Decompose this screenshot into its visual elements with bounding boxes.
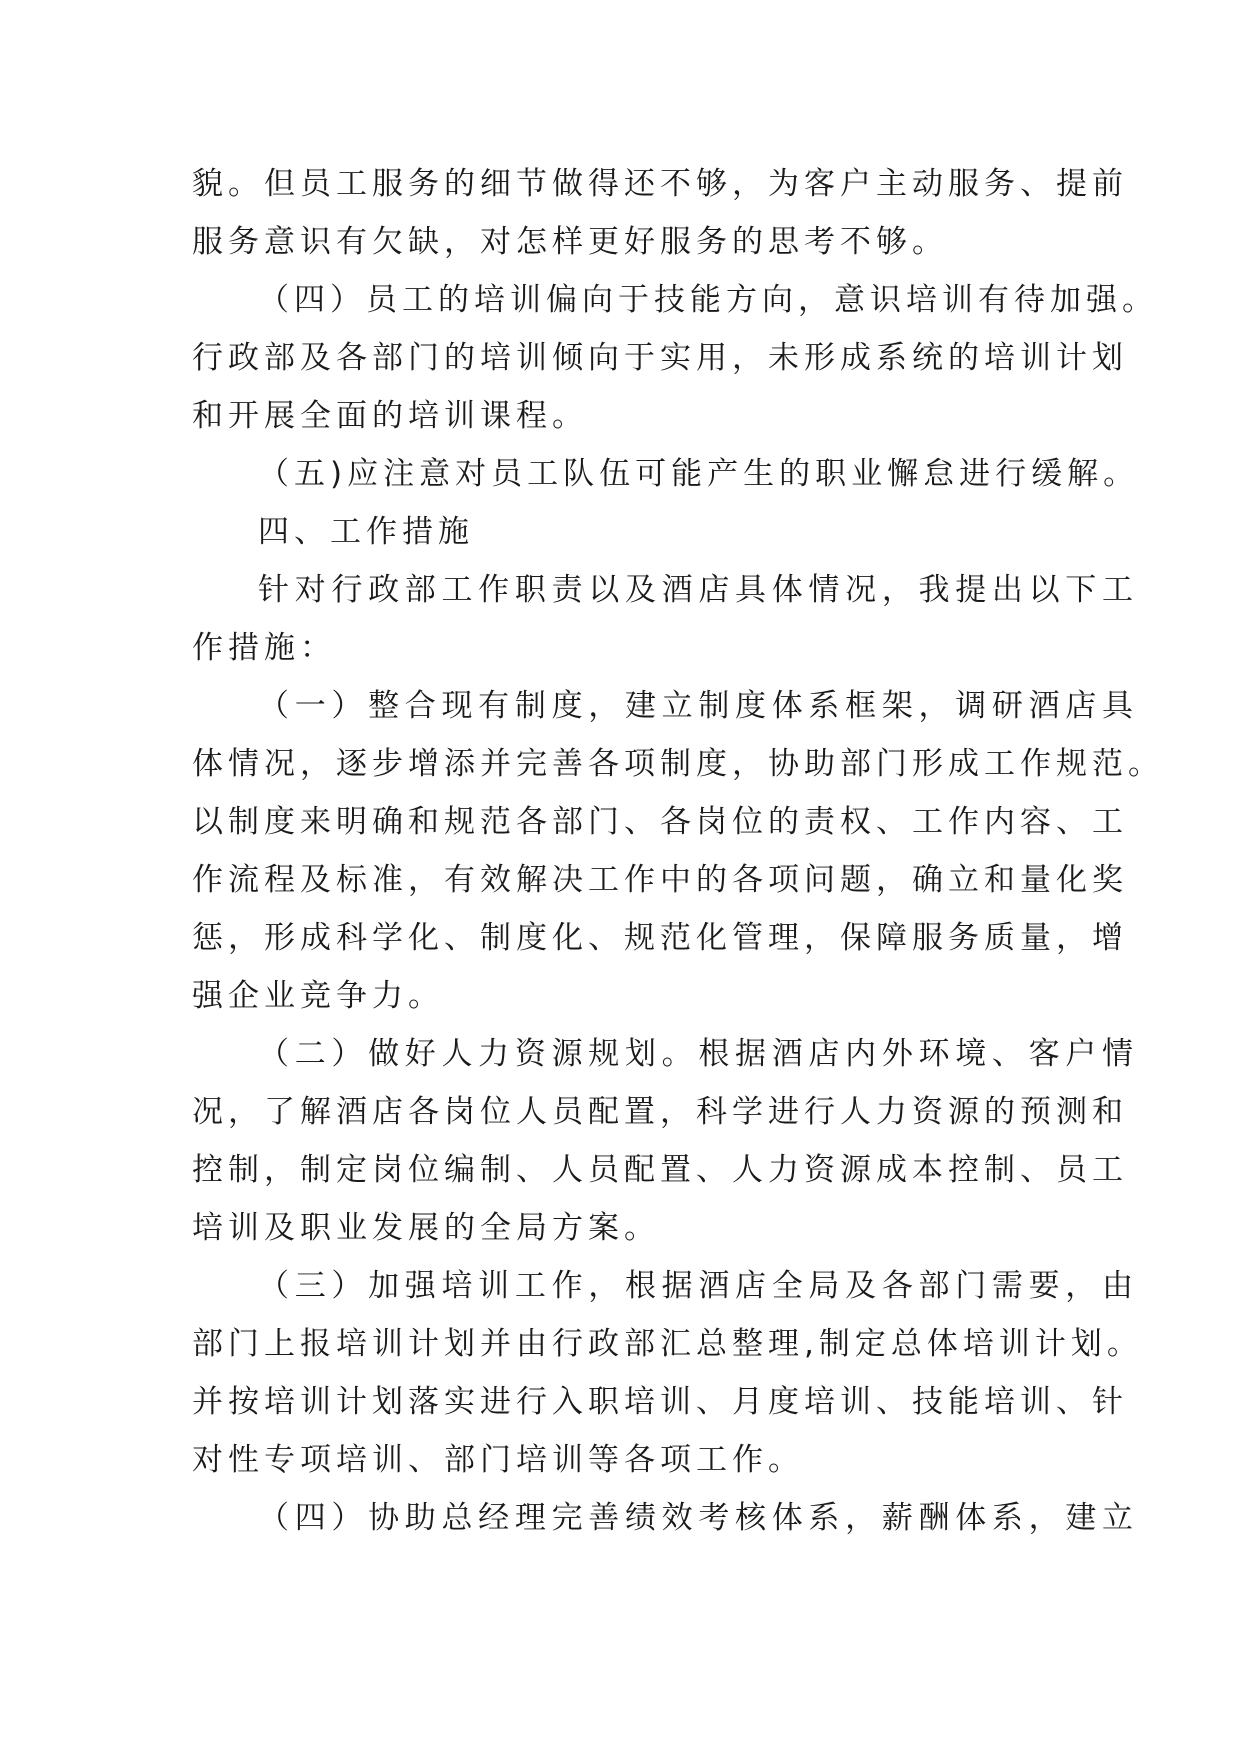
text-line: 以制度来明确和规范各部门、各岗位的责权、工作内容、工	[192, 804, 1128, 840]
text-line: （一）整合现有制度，建立制度体系框架，调研酒店具	[258, 688, 1138, 724]
text-line: 部门上报培训计划并由行政部汇总整理,制定总体培训计划。	[192, 1326, 1143, 1362]
text-line: 对性专项培训、部门培训等各项工作。	[192, 1442, 804, 1478]
text-line: 体情况，逐步增添并完善各项制度，协助部门形成工作规范。	[192, 746, 1164, 782]
text-line: 和开展全面的培训课程。	[192, 398, 588, 434]
text-line: 控制，制定岗位编制、人员配置、人力资源成本控制、员工	[192, 1152, 1128, 1188]
text-line: （三）加强培训工作，根据酒店全局及各部门需要，由	[258, 1268, 1138, 1304]
text-line: 惩，形成科学化、制度化、规范化管理，保障服务质量，增	[192, 920, 1128, 956]
section-heading: 四、工作措施	[258, 514, 474, 550]
text-line: 作措施：	[192, 630, 336, 666]
text-line: 针对行政部工作职责以及酒店具体情况，我提出以下工	[258, 572, 1138, 608]
text-line: 强企业竞争力。	[192, 978, 444, 1014]
text-line: 培训及职业发展的全局方案。	[192, 1210, 660, 1246]
text-line: （四）协助总经理完善绩效考核体系，薪酬体系，建立	[258, 1500, 1138, 1536]
text-line: 服务意识有欠缺，对怎样更好服务的思考不够。	[192, 224, 948, 260]
text-line: 行政部及各部门的培训倾向于实用，未形成系统的培训计划	[192, 340, 1128, 376]
text-line: （五)应注意对员工队伍可能产生的职业懈怠进行缓解。	[258, 456, 1140, 492]
text-line: （四）员工的培训偏向于技能方向，意识培训有待加强。	[258, 282, 1158, 318]
text-line: 作流程及标准，有效解决工作中的各项问题，确立和量化奖	[192, 862, 1128, 898]
text-line: 貌。但员工服务的细节做得还不够，为客户主动服务、提前	[192, 166, 1128, 202]
text-line: 并按培训计划落实进行入职培训、月度培训、技能培训、针	[192, 1384, 1128, 1420]
text-line: （二）做好人力资源规划。根据酒店内外环境、客户情	[258, 1036, 1138, 1072]
text-line: 况，了解酒店各岗位人员配置，科学进行人力资源的预测和	[192, 1094, 1128, 1130]
